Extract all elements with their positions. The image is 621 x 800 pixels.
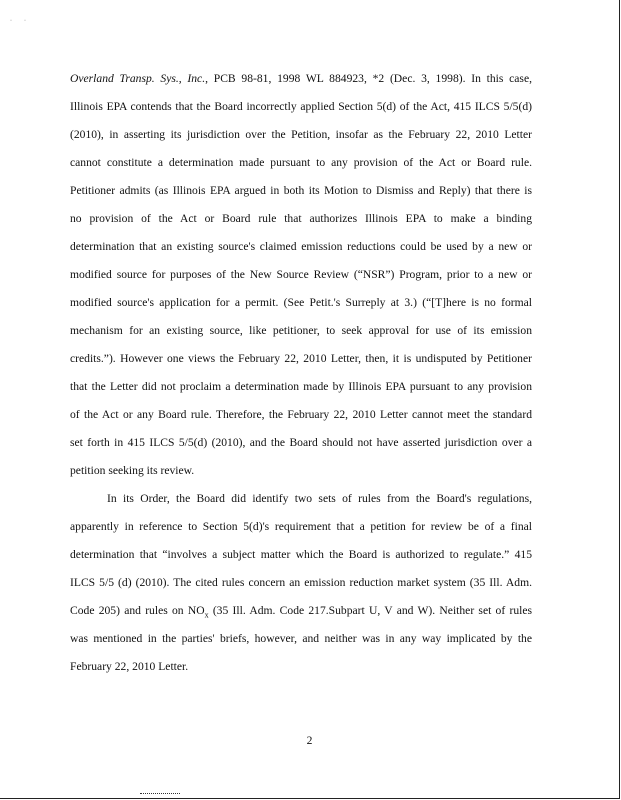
paragraph-1-line-8: modified source for purposes of the New Source Review (“NSR”) Program, prior to a new or: [70, 268, 532, 281]
paragraph-1-line-1: Overland Transp. Sys., Inc., PCB 98-81, 1998 WL 884923, *2 (Dec. 3, 1998). In this case,: [70, 72, 532, 85]
paragraph-1-line-13: of the Act or any Board rule. Therefore, the February 22, 2010 Letter cannot meet the standard: [70, 408, 532, 421]
paragraph-2-line-2: apparently in reference to Section 5(d)'s requirement that a petition for review be of a final: [70, 520, 532, 533]
paragraph-2-line-3: determination that “involves a subject matter which the Board is authorized to regulate.” 415: [70, 548, 532, 561]
paragraph-2-line-7: February 22, 2010 Letter.: [70, 660, 189, 673]
paragraph-1-line-11: credits.”). However one views the February 22, 2010 Letter, then, it is undisputed by Petitioner: [70, 352, 532, 365]
scan-specks: · ·: [10, 18, 26, 24]
page-number: 2: [306, 734, 313, 747]
paragraph-2-line-1: In its Order, the Board did identify two sets of rules from the Board's regulations,: [107, 492, 532, 505]
paragraph-1-line-2: Illinois EPA contends that the Board incorrectly applied Section 5(d) of the Act, 415 ILCS 5/5(d): [70, 100, 532, 113]
paragraph-1-line-7: determination that an existing source's claimed emission reductions could be used by a new or: [70, 240, 532, 253]
paragraph-1-line-15: petition seeking its review.: [70, 464, 195, 477]
paragraph-2-line-5: Code 205) and rules on $NO_x$ (35 Ill. Adm. Code 217.Subpart U, V and W). Neither set of rules: [70, 604, 532, 620]
paragraph-2-line-6: was mentioned in the parties' briefs, however, and neither was in any way implicated by the: [70, 632, 532, 645]
paragraph-1-line-14: set forth in 415 ILCS 5/5(d) (2010), and the Board should not have asserted jurisdiction over a: [70, 436, 532, 449]
paragraph-1-line-4: cannot constitute a determination made pursuant to any provision of the Act or Board rule.: [70, 156, 532, 169]
paragraph-1-line-10: mechanism for an existing source, like petitioner, to seek approval for use of its emission: [70, 324, 532, 337]
paragraph-1-line-6: no provision of the Act or Board rule that authorizes Illinois EPA to make a binding: [70, 212, 532, 225]
paragraph-1-line-9: modified source's application for a permit. (See Petit.'s Surreply at 3.) (“[T]here is no formal: [70, 296, 532, 309]
paragraph-1-line-5: Petitioner admits (as Illinois EPA argued in both its Motion to Dismiss and Reply) that there is: [70, 184, 532, 197]
scan-mark: [140, 791, 180, 794]
paragraph-1-line-3: (2010), in asserting its jurisdiction over the Petition, insofar as the February 22, 2010 Letter: [70, 128, 532, 141]
paragraph-2-line-4: ILCS 5/5 (d) (2010). The cited rules concern an emission reduction market system (35 Ill. Adm.: [70, 576, 532, 589]
paragraph-1-line-12: that the Letter did not proclaim a determination made by Illinois EPA pursuant to any provision: [70, 380, 532, 393]
